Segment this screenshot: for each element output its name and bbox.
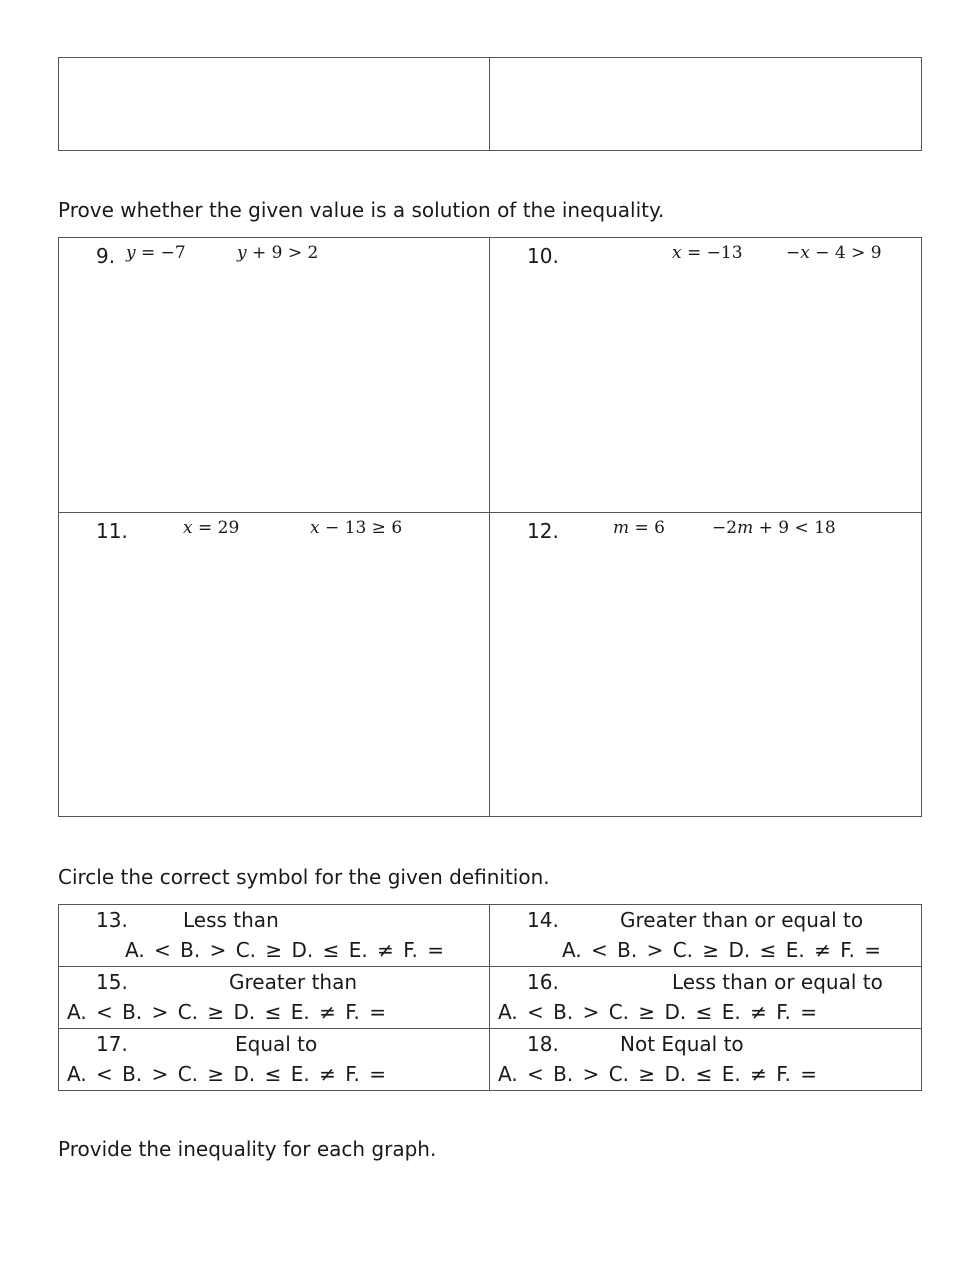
problem-value: x = 29 (183, 518, 240, 538)
problem-value: x = −13 (672, 243, 743, 263)
problem-inequality: −x − 4 > 9 (786, 243, 882, 263)
symbol-definitions-table (58, 904, 922, 1091)
definition-cell-16 (490, 967, 922, 1029)
definition-number: 14. (527, 908, 559, 932)
definition-cell-17 (59, 1029, 490, 1091)
problem-number: 11. (96, 519, 128, 543)
definition-cell-15 (59, 967, 490, 1029)
definition-number: 13. (96, 908, 128, 932)
answer-choices[interactable]: A. < B. > C. ≥ D. ≤ E. ≠ F. = (67, 1000, 386, 1024)
problem-cell-10[interactable] (490, 238, 922, 513)
top-answer-cell-left[interactable] (59, 58, 490, 151)
problem-number: 12. (527, 519, 559, 543)
section-heading-circle: Circle the correct symbol for the given definition. (58, 865, 550, 889)
section-heading-prove: Prove whether the given value is a solution of the inequality. (58, 198, 665, 222)
definition-cell-14 (490, 905, 922, 967)
definition-cell-18 (490, 1029, 922, 1091)
definition-cell-13 (59, 905, 490, 967)
top-answer-cell-right[interactable] (490, 58, 922, 151)
problem-number: 10. (527, 244, 559, 268)
prove-problems-table (58, 237, 922, 817)
definition-number: 16. (527, 970, 559, 994)
section-heading-graph: Provide the inequality for each graph. (58, 1137, 437, 1161)
definition-text: Less than or equal to (672, 970, 883, 994)
answer-choices[interactable]: A. < B. > C. ≥ D. ≤ E. ≠ F. = (498, 1062, 817, 1086)
problem-number: 9. (96, 244, 116, 268)
problem-cell-9[interactable] (59, 238, 490, 513)
problem-cell-11[interactable] (59, 513, 490, 817)
problem-inequality: −2m + 9 < 18 (712, 518, 836, 538)
definition-text: Equal to (235, 1032, 318, 1056)
answer-choices[interactable]: A. < B. > C. ≥ D. ≤ E. ≠ F. = (498, 1000, 817, 1024)
definition-number: 15. (96, 970, 128, 994)
problem-cell-12[interactable] (490, 513, 922, 817)
problem-inequality: y + 9 > 2 (237, 243, 319, 263)
problem-value: y = −7 (126, 243, 186, 263)
problem-value: m = 6 (613, 518, 665, 538)
answer-choices[interactable]: A. < B. > C. ≥ D. ≤ E. ≠ F. = (562, 938, 881, 962)
definition-number: 17. (96, 1032, 128, 1056)
definition-text: Greater than or equal to (620, 908, 864, 932)
definition-text: Not Equal to (620, 1032, 744, 1056)
top-answer-table (58, 57, 922, 151)
answer-choices[interactable]: A. < B. > C. ≥ D. ≤ E. ≠ F. = (125, 938, 444, 962)
problem-inequality: x − 13 ≥ 6 (310, 518, 403, 538)
definition-text: Greater than (229, 970, 358, 994)
definition-text: Less than (183, 908, 279, 932)
answer-choices[interactable]: A. < B. > C. ≥ D. ≤ E. ≠ F. = (67, 1062, 386, 1086)
definition-number: 18. (527, 1032, 559, 1056)
